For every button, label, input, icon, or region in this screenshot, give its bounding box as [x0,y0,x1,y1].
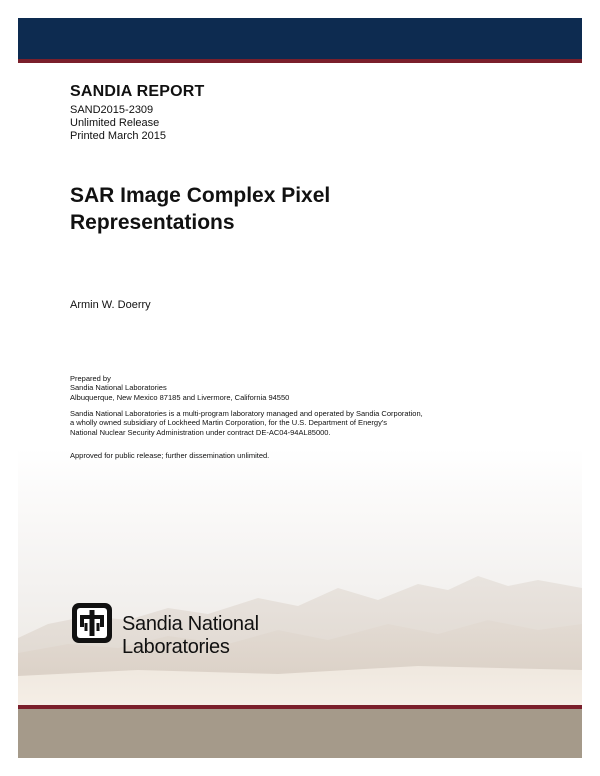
report-cover [18,18,582,758]
management-statement [70,409,423,437]
statement-line-1: Sandia National Laboratories is a multi-program laboratory managed and operated by Sandia Corporation, [70,409,423,418]
prepared-by-label: Prepared by [70,374,111,383]
prepared-by-org: Sandia National Laboratories [70,383,167,393]
sandia-logo [70,601,370,658]
prepared-by-address: Albuquerque, New Mexico 87185 and Livermore, California 94550 [70,392,290,402]
document-title [70,182,490,236]
top-maroon-rule [18,59,582,63]
report-number: SAND2015-2309 [70,104,154,116]
mountain-landscape-image [18,448,582,705]
approval-statement: Approved for public release; further dissemination unlimited. [70,451,270,460]
title-line-2: Representations [70,211,235,234]
title-line-1: SAR Image Complex Pixel [70,184,331,207]
statement-line-3: National Nuclear Security Administration under contract DE-AC04-94AL85000. [70,427,331,437]
release-status: Unlimited Release [70,117,160,129]
sandia-thunderbird-icon [70,601,114,645]
bottom-taupe-band [18,709,582,758]
print-date: Printed March 2015 [70,130,166,142]
statement-line-2: a wholly owned subsidiary of Lockheed Martin Corporation, for the U.S. Department of Energy's [70,418,388,428]
prepared-by-block [70,374,289,402]
logo-wordmark: Sandia National Laboratories [122,613,259,658]
author-name: Armin W. Doerry [70,299,151,311]
report-type: SANDIA REPORT [70,83,205,100]
top-navy-band [18,18,582,59]
